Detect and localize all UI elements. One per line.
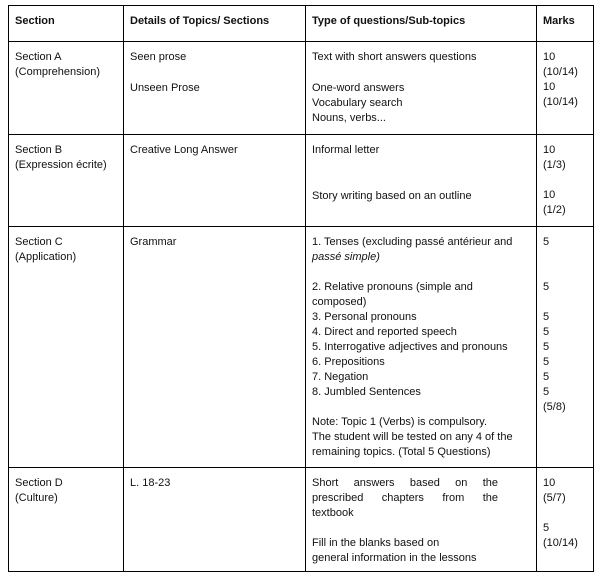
section-b-marks-1b: (1/3) <box>543 159 566 171</box>
section-c-topic-1b: passé simple) <box>312 251 380 263</box>
section-c-marks-total: (5/8) <box>543 401 566 413</box>
section-a-marks-2: 10 <box>543 81 556 93</box>
section-c-marks-5: 5 <box>543 341 550 353</box>
section-c-marks-4: 5 <box>543 326 550 338</box>
section-c-topic-7: 7. Negation <box>312 371 369 383</box>
section-c-topic-2a: 2. Relative pronouns (simple and <box>312 281 473 293</box>
section-a-marks-2b: (10/14) <box>543 96 578 108</box>
section-a-marks-1b: (10/14) <box>543 66 578 78</box>
section-c-topic-5: 5. Interrogative adjectives and pronouns <box>312 341 508 353</box>
section-d-marks-2: 5 <box>543 522 550 534</box>
section-b-sub: (Expression écrite) <box>15 159 107 171</box>
section-d-row <box>9 468 594 572</box>
section-b-name: Section B <box>15 144 63 156</box>
header-section: Section <box>9 6 124 42</box>
section-b-cell <box>9 135 124 227</box>
section-b-marks <box>537 135 594 227</box>
section-a-type-4: Nouns, verbs... <box>312 112 386 124</box>
section-a-detail-2: Unseen Prose <box>130 82 200 94</box>
section-d-marks <box>537 468 594 572</box>
section-b-type-1: Informal letter <box>312 144 380 156</box>
section-a-marks-1: 10 <box>543 51 556 63</box>
section-a-types <box>306 42 537 135</box>
section-c-marks-6: 5 <box>543 356 550 368</box>
section-b-row <box>9 135 594 227</box>
section-a-type-3: Vocabulary search <box>312 97 403 109</box>
section-c-details <box>124 227 306 468</box>
section-c-marks-2: 5 <box>543 281 550 293</box>
section-d-type-1a: Short answers based on the <box>312 477 498 489</box>
header-row <box>9 6 594 42</box>
section-d-sub: (Culture) <box>15 492 58 504</box>
section-c-topic-2b: composed) <box>312 296 367 308</box>
header-details: Details of Topics/ Sections <box>124 6 306 42</box>
section-b-types <box>306 135 537 227</box>
section-a-row <box>9 42 594 135</box>
section-d-cell <box>9 468 124 572</box>
section-d-type-1b: prescribed chapters from the <box>312 492 498 504</box>
section-d-type-2a: Fill in the blanks based on <box>312 537 440 549</box>
section-a-details <box>124 42 306 135</box>
section-c-cell <box>9 227 124 468</box>
section-d-type-1c: textbook <box>312 507 354 519</box>
section-d-type-2b: general information in the lessons <box>312 552 477 564</box>
section-c-marks <box>537 227 594 468</box>
header-marks: Marks <box>537 6 594 42</box>
syllabus-table <box>8 5 594 572</box>
section-c-topic-3: 3. Personal pronouns <box>312 311 417 323</box>
section-c-name: Section C <box>15 236 63 248</box>
section-a-marks <box>537 42 594 135</box>
section-d-detail-1: L. 18-23 <box>130 477 171 489</box>
section-c-note-2: The student will be tested on any 4 of the <box>312 431 513 443</box>
section-b-marks-2: 10 <box>543 189 556 201</box>
section-a-type-1: Text with short answers questions <box>312 51 477 63</box>
section-d-name: Section D <box>15 477 63 489</box>
section-c-row <box>9 227 594 468</box>
section-c-detail-1: Grammar <box>130 236 177 248</box>
header-type: Type of questions/Sub-topics <box>306 6 537 42</box>
section-a-sub: (Comprehension) <box>15 66 100 78</box>
section-c-topic-1a: 1. Tenses (excluding passé antérieur and <box>312 236 513 248</box>
section-d-marks-1: 10 <box>543 477 556 489</box>
section-b-marks-2b: (1/2) <box>543 204 566 216</box>
section-c-note-1: Note: Topic 1 (Verbs) is compulsory. <box>312 416 488 428</box>
section-b-details <box>124 135 306 227</box>
section-d-marks-1b: (5/7) <box>543 492 566 504</box>
section-a-type-2: One-word answers <box>312 82 405 94</box>
section-c-topic-6: 6. Prepositions <box>312 356 385 368</box>
section-c-topic-4: 4. Direct and reported speech <box>312 326 457 338</box>
section-c-marks-8: 5 <box>543 386 550 398</box>
section-d-details <box>124 468 306 572</box>
section-c-marks-7: 5 <box>543 371 550 383</box>
section-a-cell <box>9 42 124 135</box>
section-b-type-2: Story writing based on an outline <box>312 190 472 202</box>
section-c-sub: (Application) <box>15 251 77 263</box>
section-a-name: Section A <box>15 51 62 63</box>
section-c-note-3: remaining topics. (Total 5 Questions) <box>312 446 491 458</box>
section-a-detail-1: Seen prose <box>130 51 187 63</box>
section-b-detail-1: Creative Long Answer <box>130 144 238 156</box>
section-c-topic-8: 8. Jumbled Sentences <box>312 386 421 398</box>
section-c-types <box>306 227 537 468</box>
section-c-marks-1: 5 <box>543 236 550 248</box>
section-d-types <box>306 468 537 572</box>
section-d-marks-2b: (10/14) <box>543 537 578 549</box>
section-b-marks-1: 10 <box>543 144 556 156</box>
section-c-marks-3: 5 <box>543 311 550 323</box>
